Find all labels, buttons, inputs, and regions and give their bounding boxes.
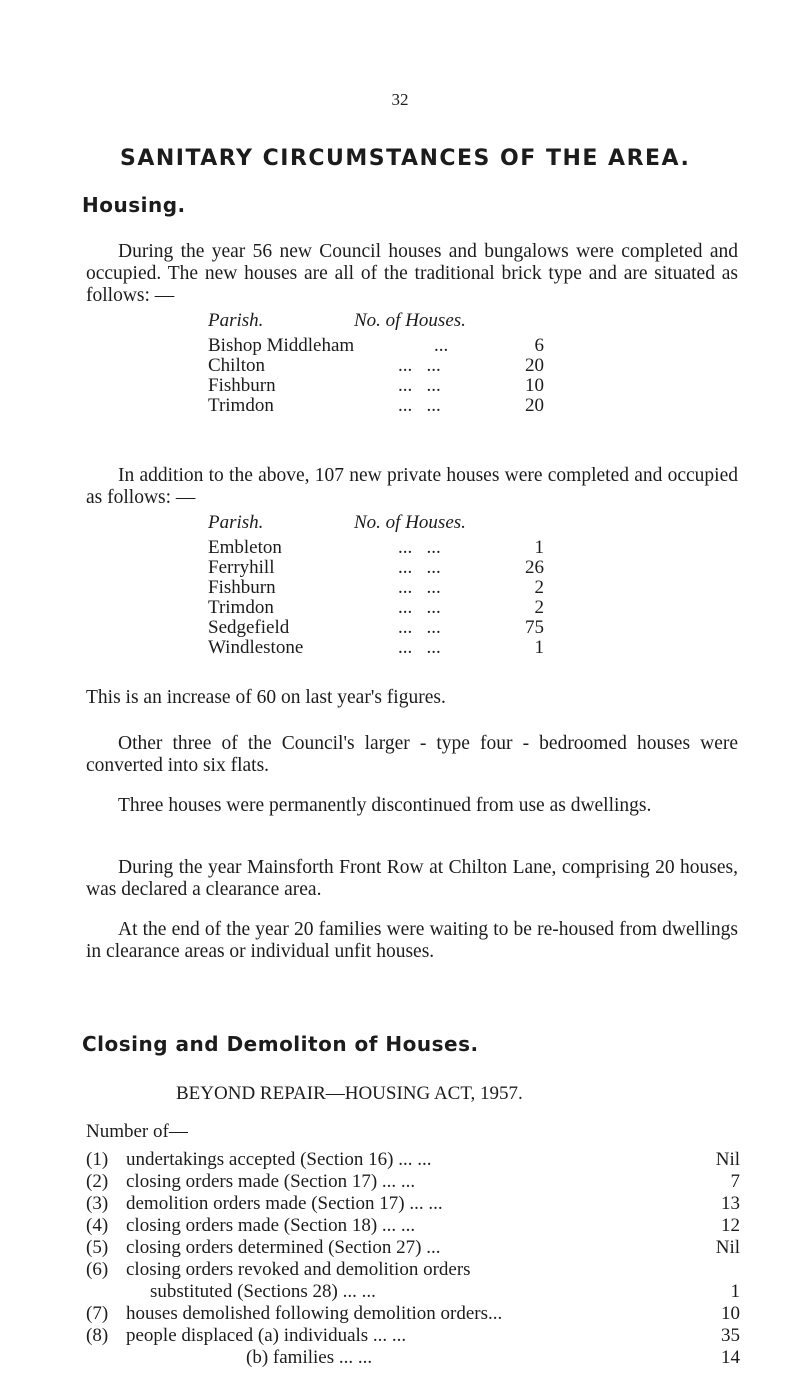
housing-intro-paragraph: During the year 56 new Council houses and bungalows were completed and occupied. The new houses are all of the traditional brick type and are situated as follows: — — [86, 241, 738, 306]
table-row: Chilton ... ... 20 — [208, 355, 544, 376]
list-item: (2) closing orders made (Section 17) ... ... 7 — [86, 1171, 740, 1192]
list-item: (1) undertakings accepted (Section 16) ... ... Nil — [86, 1149, 740, 1170]
col-header-parish: Parish. — [208, 512, 264, 533]
list-item: substituted (Sections 28) ... ... 1 — [150, 1281, 740, 1302]
list-item: (4) closing orders made (Section 18) ... ... 12 — [86, 1215, 740, 1236]
list-item: (b) families ... ... 14 — [246, 1347, 740, 1368]
list-item: (6) closing orders revoked and demolition orders — [86, 1259, 471, 1280]
clearance-paragraph: During the year Mainsforth Front Row at Chilton Lane, comprising 20 houses, was declared a clearance area. — [86, 857, 738, 900]
list-item: (5) closing orders determined (Section 27) ... Nil — [86, 1237, 740, 1258]
col-header-houses: No. of Houses. — [354, 310, 466, 331]
conversion-paragraph: Other three of the Council's larger - type four - bedroomed houses were converted into six flats. — [86, 733, 738, 776]
table-row: Trimdon ... ... 2 — [208, 597, 544, 618]
page-title: SANITARY CIRCUMSTANCES OF THE AREA. — [120, 146, 691, 171]
table-row: Fishburn ... ... 2 — [208, 577, 544, 598]
number-of-label: Number of— — [86, 1121, 188, 1142]
closing-demolition-heading: Closing and Demoliton of Houses. — [82, 1032, 479, 1056]
table-row: Sedgefield ... ... 75 — [208, 617, 544, 638]
list-item: (7) houses demolished following demolition orders... 10 — [86, 1303, 740, 1324]
housing-heading: Housing. — [82, 193, 186, 217]
col-header-houses: No. of Houses. — [354, 512, 466, 533]
table-row: Ferryhill ... ... 26 — [208, 557, 544, 578]
private-houses-table — [208, 512, 544, 658]
list-item: (8) people displaced (a) individuals ... ... 35 — [86, 1325, 740, 1346]
act-subheading: BEYOND REPAIR—HOUSING ACT, 1957. — [176, 1083, 523, 1104]
table-row: Bishop Middleham ... 6 — [208, 335, 544, 356]
list-item: (3) demolition orders made (Section 17) ... ... 13 — [86, 1193, 740, 1214]
table-row: Fishburn ... ... 10 — [208, 375, 544, 396]
col-header-parish: Parish. — [208, 310, 264, 331]
table-row: Embleton ... ... 1 — [208, 537, 544, 558]
discontinued-paragraph: Three houses were permanently discontinued from use as dwellings. — [118, 795, 652, 816]
council-houses-table — [208, 310, 544, 416]
increase-note: This is an increase of 60 on last year's figures. — [86, 687, 446, 708]
rehousing-paragraph: At the end of the year 20 families were waiting to be re-housed from dwellings in clearance areas or individual unfit houses. — [86, 919, 738, 962]
table-row: Trimdon ... ... 20 — [208, 395, 544, 416]
private-houses-paragraph: In addition to the above, 107 new private houses were completed and occupied as follows: — — [86, 465, 738, 508]
closing-orders-list — [86, 1149, 740, 1369]
table-row: Windlestone ... ... 1 — [208, 637, 544, 658]
page-number: 32 — [391, 90, 409, 109]
